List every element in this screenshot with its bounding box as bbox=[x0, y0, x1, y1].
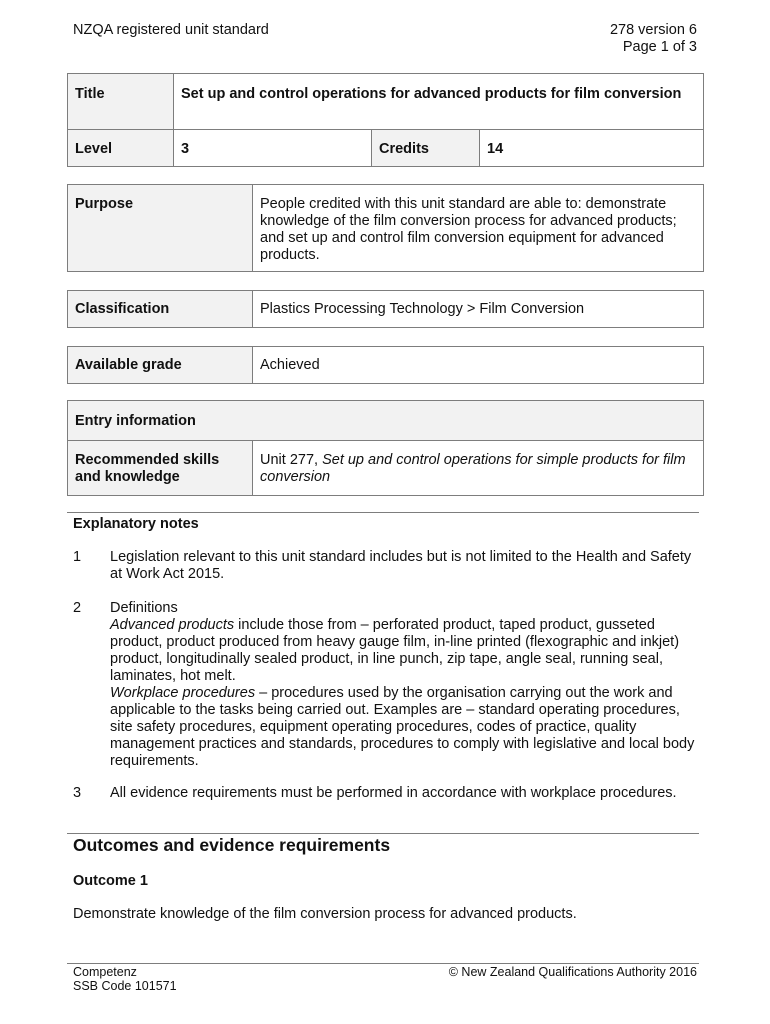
classification-value: Plastics Processing Technology > Film Conversion bbox=[253, 291, 704, 328]
grade-table bbox=[67, 346, 704, 384]
level-label: Level bbox=[68, 130, 174, 167]
footer-left bbox=[73, 965, 177, 993]
term-advanced-products: Advanced products bbox=[110, 617, 235, 633]
footer-ssb-code: SSB Code 101571 bbox=[73, 979, 177, 993]
entry-table bbox=[67, 400, 704, 496]
note-3-number: 3 bbox=[73, 785, 82, 801]
note-3-text: All evidence requirements must be performed in accordance with workplace procedures. bbox=[110, 785, 677, 801]
purpose-label: Purpose bbox=[68, 185, 253, 272]
definition-workplace-procedures-text: – procedures used by the organisation carrying out the work and applicable to the tasks being carried out. Examples are – standard operating procedures, site safety procedures, equipment operating procedures, codes of practice, quality management practices and standards, procedures to comply with legislative and local body requirements. bbox=[110, 685, 695, 769]
header-version: 278 version 6 bbox=[609, 22, 697, 38]
entry-skills-label: Recommended skills and knowledge bbox=[68, 441, 253, 496]
purpose-value: People credited with this unit standard are able to: demonstrate knowledge of the film conversion process for advanced products; and set up and control film conversion equipment for advanced products. bbox=[253, 185, 704, 272]
entry-skills-value bbox=[253, 441, 704, 496]
note-2-body bbox=[110, 600, 700, 770]
notes-divider bbox=[67, 512, 699, 513]
outcomes-divider bbox=[67, 833, 699, 834]
purpose-table bbox=[67, 184, 704, 272]
outcomes-heading: Outcomes and evidence requirements bbox=[73, 835, 391, 855]
title-table bbox=[67, 73, 704, 167]
credits-value: 14 bbox=[480, 130, 704, 167]
note-2-number: 2 bbox=[73, 600, 82, 616]
notes-heading: Explanatory notes bbox=[73, 516, 199, 532]
header-page-number: Page 1 of 3 bbox=[622, 39, 697, 55]
outcome-1-label: Outcome 1 bbox=[73, 873, 148, 889]
entry-heading: Entry information bbox=[68, 401, 704, 441]
outcome-1-text: Demonstrate knowledge of the film conversion process for advanced products. bbox=[73, 906, 577, 922]
title-value: Set up and control operations for advanced products for film conversion bbox=[174, 74, 704, 130]
header-version-block bbox=[610, 22, 697, 56]
classification-table bbox=[67, 290, 704, 328]
footer-ssb-name: Competenz bbox=[73, 965, 137, 979]
credits-label: Credits bbox=[372, 130, 480, 167]
definition-advanced-products-text: include those from – perforated product, taped product, gusseted product, product produced from heavy gauge film, in-line printed (flexographic and inkjet) product, longitudinally sealed product, in line punch, zip tape, angle seal, running seal, laminates, hot melt. bbox=[110, 617, 680, 684]
definition-advanced-products bbox=[110, 617, 700, 685]
note-1-number: 1 bbox=[73, 549, 82, 565]
note-1-text: Legislation relevant to this unit standard includes but is not limited to the Health and Safety at Work Act 2015. bbox=[110, 549, 692, 582]
footer-divider bbox=[67, 963, 699, 964]
term-workplace-procedures: Workplace procedures bbox=[110, 685, 256, 701]
grade-label: Available grade bbox=[68, 347, 253, 384]
grade-value: Achieved bbox=[253, 347, 704, 384]
level-value: 3 bbox=[174, 130, 372, 167]
header-standard-label: NZQA registered unit standard bbox=[73, 22, 269, 38]
footer-copyright: © New Zealand Qualifications Authority 2016 bbox=[448, 965, 697, 979]
definition-workplace-procedures bbox=[110, 685, 700, 770]
note-2-title: Definitions bbox=[110, 600, 178, 616]
classification-label: Classification bbox=[68, 291, 253, 328]
entry-unit-ref: Unit 277, bbox=[260, 452, 323, 468]
entry-unit-title: Set up and control operations for simple products for film conversion bbox=[260, 452, 686, 485]
title-label: Title bbox=[68, 74, 174, 130]
